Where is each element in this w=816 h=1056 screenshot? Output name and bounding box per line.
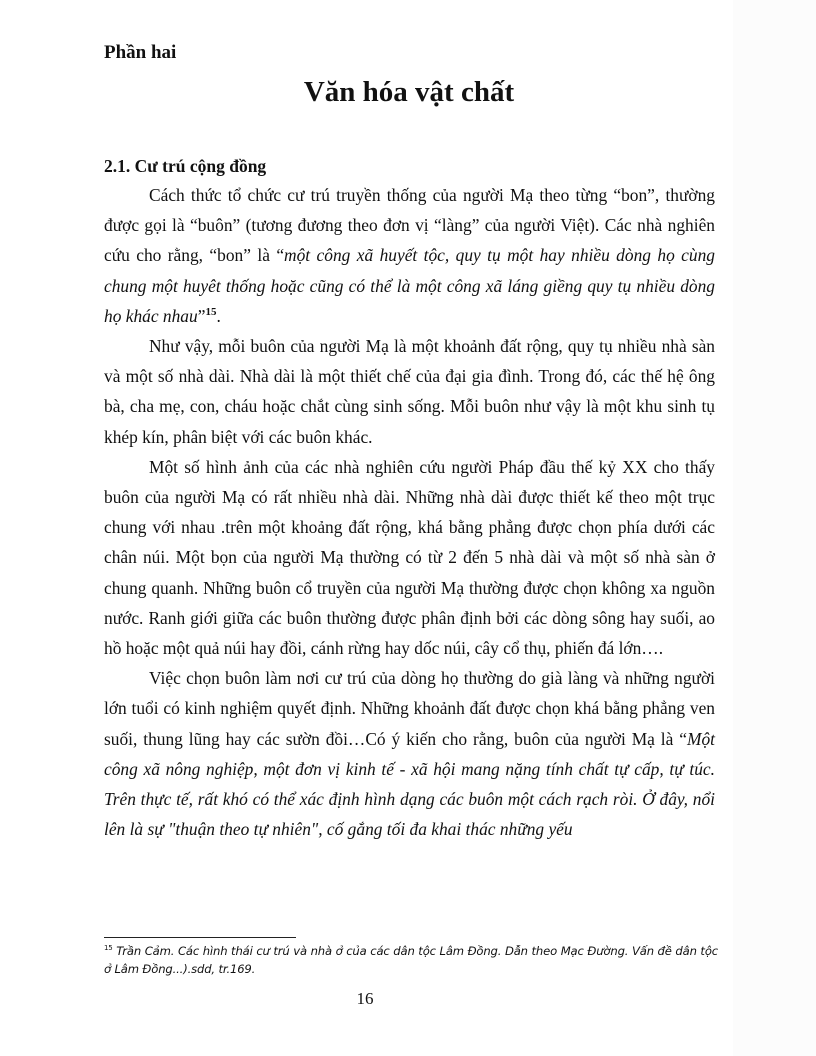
paragraph-4 [104, 663, 715, 844]
body-text [104, 180, 715, 844]
paragraph-3: Một số hình ảnh của các nhà nghiên cứu người Pháp đầu thế kỷ XX cho thấy buôn của người Mạ có rất nhiều nhà dài. Những nhà dài được thiết kế theo một trục chung với nhau .trên một khoảng đất rộng, khá bằng phẳng được chọn phía dưới các chân núi. Một bọn của người Mạ thường có từ 2 đến 5 nhà dài và một số nhà sàn ở chung quanh. Những buôn cổ truyền của người Mạ thường được chọn không xa nguồn nước. Ranh giới giữa các buôn thường được phân định bởi các dòng sông hay suối, ao hồ hoặc một quả núi hay đồi, cánh rừng hay dốc núi, cây cổ thụ, phiến đá lớn…. [104, 456, 715, 659]
page-number: 16 [356, 989, 374, 1008]
footnote-reference[interactable]: 15 [205, 306, 217, 319]
part-label: Phần hai [104, 42, 177, 63]
footnote-separator [104, 937, 296, 938]
footnote [104, 942, 718, 978]
paragraph-2: Như vậy, mỗi buôn của người Mạ là một khoảnh đất rộng, quy tụ nhiều nhà sàn và một số nhà dài. Nhà dài là một thiết chế của đại gia đình. Trong đó, các thế hệ ông bà, cha mẹ, con, cháu hoặc chắt cùng sinh sống. Mỗi buôn như vậy là một khu sinh tụ khép kín, phân biệt với các buôn khác. [104, 336, 715, 447]
chapter-title: Văn hóa vật chất [303, 76, 515, 108]
quotation: Một công xã nông nghiệp, một đơn vị kinh tế - xã hội mang nặng tính chất tự cấp, tự túc. Trên thực tế, rất khó có thể xác định hình dạng các buôn một cách rạch ròi. Ở đây, nổi lên là sự "thuận theo tự nhiên", cố gắng tối đa khai thác những yếu [104, 728, 715, 840]
scan-edge [733, 0, 816, 1056]
closing-quote: ” [197, 305, 206, 326]
paragraph-text: Việc chọn buôn làm nơi cư trú của dòng họ thường do già làng và những người lớn tuổi có kinh nghiệm quyết định. Những khoảnh đất được chọn khá bằng phẳng ven suối, thung lũng hay các sườn đồi…Có ý kiến cho rằng, buôn của người Mạ là “ [104, 668, 715, 749]
footnote-text: Trần Cảm. Các hình thái cư trú và nhà ở của các dân tộc Lâm Đồng. Dẫn theo Mạc Đường. Vấn đề dân tộc ở Lâm Đồng...).sdd, tr.169. [104, 944, 718, 976]
section-heading: 2.1. Cư trú cộng đồng [104, 156, 267, 176]
paragraph-1 [104, 180, 715, 331]
paragraph-text: Cách thức tổ chức cư trú truyền thống của người Mạ theo từng “bon”, thường được gọi là “buôn” (tương đương theo đơn vị “làng” của người Việt). Các nhà nghiên cứu cho rằng, “bon” là “ [104, 185, 715, 266]
quotation: một công xã huyết tộc, quy tụ một hay nhiều dòng họ cùng chung một huyêt thống hoặc cũng có thể là một công xã láng giềng quy tụ nhiều dòng họ khác nhau [104, 245, 715, 326]
period: . [216, 305, 221, 326]
footnote-number: 15 [104, 944, 113, 953]
